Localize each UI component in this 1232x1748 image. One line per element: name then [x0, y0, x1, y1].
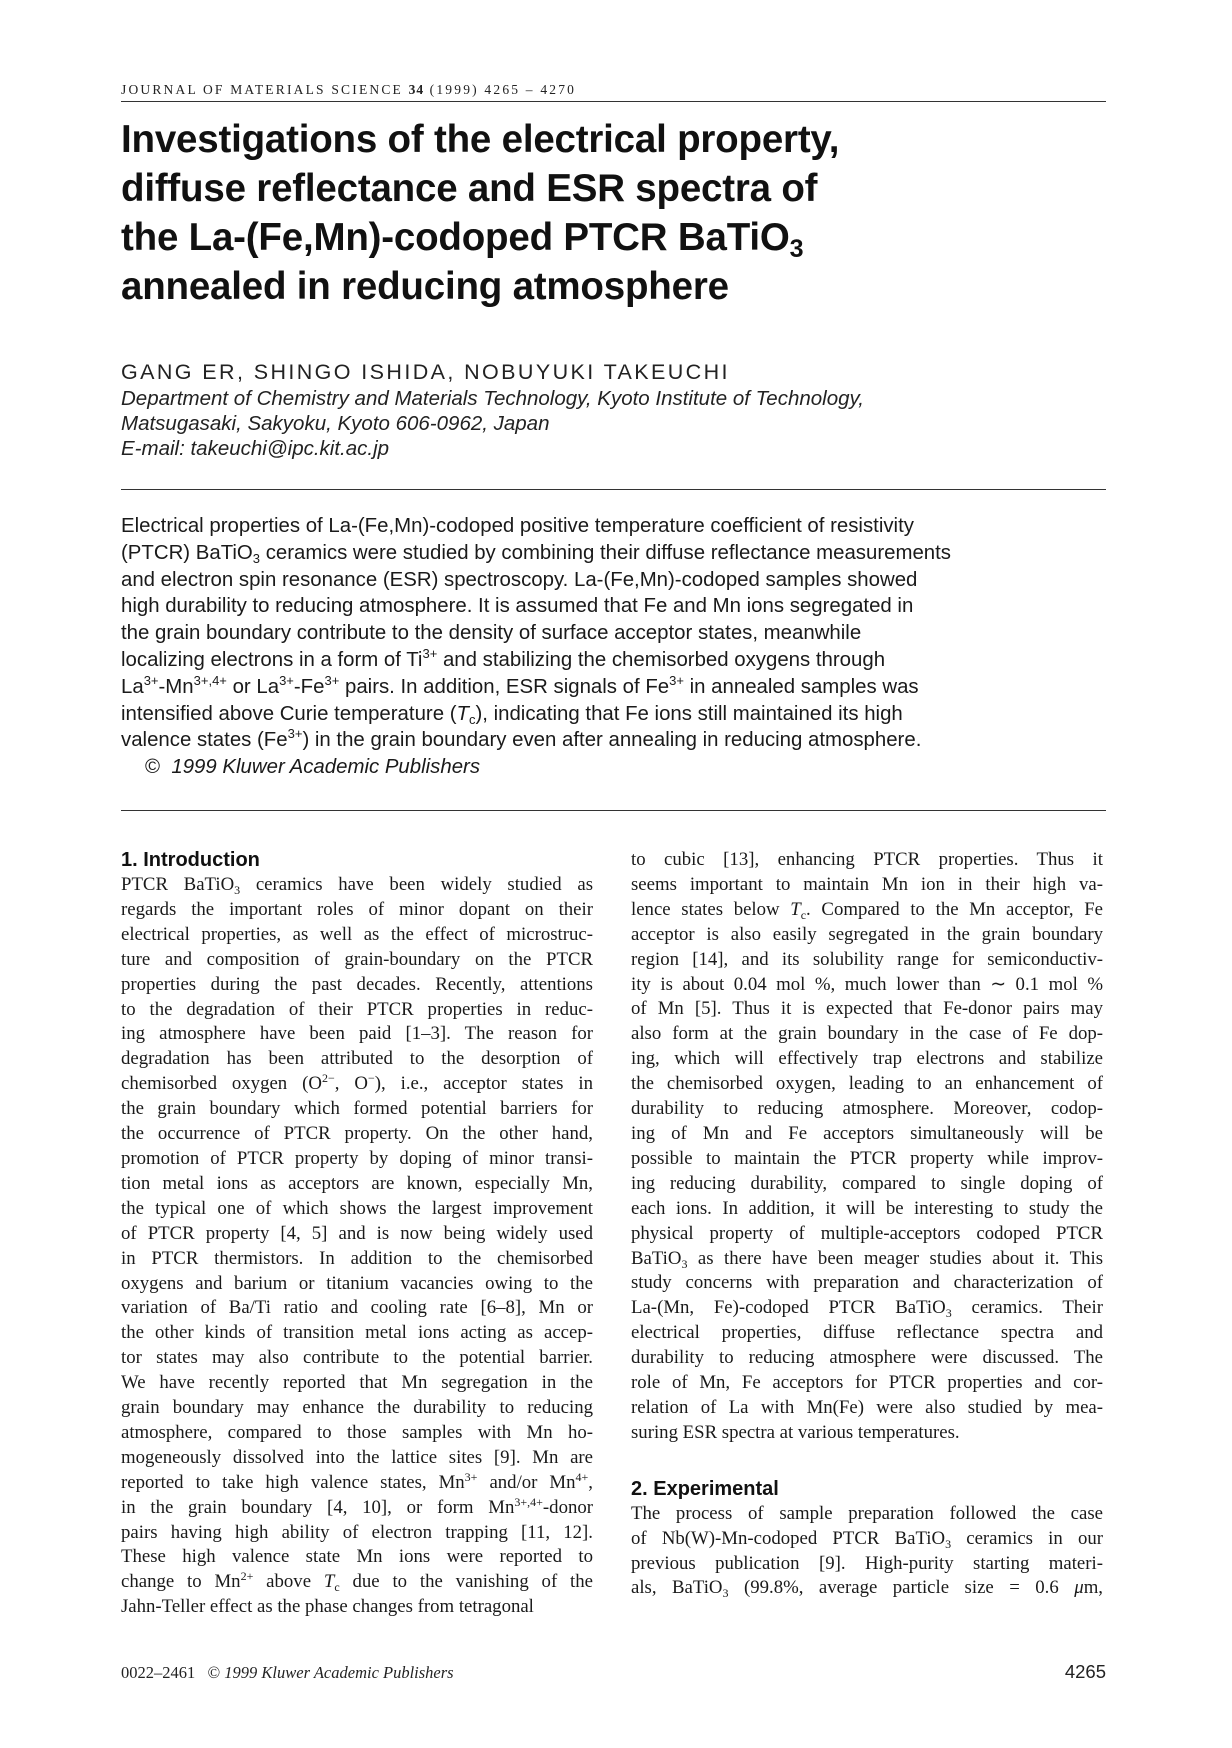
body-line: previous publication [9]. High-purity starting materi- [631, 1552, 1103, 1574]
right-column [631, 848, 1103, 1601]
body-line: ity is about 0.04 mol %, much lower than ∼ 0.1 mol % [631, 973, 1103, 995]
body-line: We have recently reported that Mn segregation in the [121, 1372, 593, 1394]
body-line: acceptor is also easily segregated in the grain boundary [631, 923, 1103, 945]
abstract-copyright: © 1999 Kluwer Academic Publishers [145, 756, 481, 779]
footer-publisher: 1999 Kluwer Academic Publishers [224, 1663, 454, 1682]
body-line: tion metal ions as acceptors are known, especially Mn, [121, 1172, 593, 1194]
abstract-line: intensified above Curie temperature $(T_c)$, indicating that Fe ions still maintained its high [121, 702, 903, 727]
body-line: of PTCR property [4, 5] and is now being widely used [121, 1222, 593, 1244]
body-line: to cubic [13], enhancing PTCR properties. Thus it [631, 849, 1103, 870]
body-line: mogeneously dissolved into the lattice sites [9]. Mn are [121, 1446, 593, 1468]
body-line: ing reducing durability, compared to single doping of [631, 1172, 1103, 1194]
body-line: variation of Ba/Ti ratio and cooling rate [6–8], Mn or [121, 1297, 593, 1319]
left-column [121, 848, 593, 1620]
body-line: ing, which will effectively trap electrons and stabilize [631, 1048, 1103, 1070]
section-heading-introduction: 1. Introduction [121, 849, 260, 871]
body-line: chemisorbed oxygen ($O^{2-}$, O−), i.e., acceptor states in [121, 1071, 593, 1095]
body-line: also form at the grain boundary in the case of Fe dop- [631, 1023, 1103, 1045]
title-line: annealed in reducing atmosphere [121, 265, 729, 308]
body-line: of Nb(W)-Mn-codoped PTCR BaTiO$_3$ ceramics in our [631, 1527, 1104, 1551]
affiliation-email[interactable]: E-mail: takeuchi@ipc.kit.ac.jp [121, 437, 390, 460]
body-line: regards the important roles of minor dopant on their [121, 898, 593, 920]
body-line: the occurrence of PTCR property. On the other hand, [121, 1123, 593, 1145]
copyright-icon: © [145, 756, 161, 779]
body-line: the grain boundary which formed potential barriers for [121, 1098, 593, 1120]
affiliation [121, 386, 864, 461]
body-line: the typical one of which shows the largest improvement [121, 1197, 593, 1219]
body-line: in the grain boundary [4, 10], or form $Mn^{3+,4+}$-donor [121, 1494, 593, 1518]
body-line: atmosphere, compared to those samples with Mn ho- [121, 1421, 593, 1443]
body-line: possible to maintain the PTCR property while improv- [631, 1147, 1103, 1169]
affiliation-department: Department of Chemistry and Materials Technology, Kyoto Institute of Technology, [121, 387, 864, 410]
body-line: promotion of PTCR property by doping of minor transi- [121, 1147, 593, 1169]
section-spacer [631, 1446, 1103, 1477]
body-line: suring ESR spectra at various temperatures. [631, 1421, 960, 1443]
body-line: These high valence state Mn ions were reported to [121, 1546, 593, 1568]
body-line: oxygens and barium or titanium vacancies owing to the [121, 1272, 593, 1294]
affiliation-address: Matsugasaki, Sakyoku, Kyoto 606-0962, Japan [121, 412, 550, 435]
body-line: BaTiO$_3$ as there have been meager studies about it. This [631, 1247, 1103, 1271]
body-line: durability to reducing atmosphere. Moreover, codop- [631, 1098, 1103, 1120]
abstract-line: $La^{3+}-Mn^{3+,4+}$ or $La^{3+}-Fe^{3+}$ pairs. In addition, ESR signals of $Fe^{3+}$ in annealed samples was [121, 672, 919, 698]
abstract-line: high durability to reducing atmosphere. It is assumed that Fe and Mn ions segregated in [121, 595, 914, 618]
article-title [121, 115, 1106, 311]
footer-left [121, 1663, 454, 1683]
body-line: PTCR BaTiO$_3$ ceramics have been widely studied as [121, 874, 594, 897]
body-line: the other kinds of transition metal ions acting as accep- [121, 1322, 593, 1344]
body-line: lence states below $T_c$. Compared to the Mn acceptor, Fe [631, 898, 1103, 922]
title-line: diffuse reflectance and ESR spectra of [121, 167, 818, 210]
body-line: change to $Mn^{2+}$ above $T_c$ due to the vanishing of the [121, 1569, 593, 1595]
abstract-line: Electrical properties of La-(Fe,Mn)-codoped positive temperature coefficient of resistivity [121, 515, 914, 537]
journal-name: JOURNAL OF MATERIALS SCIENCE [121, 82, 403, 97]
journal-volume: 34 [408, 82, 425, 97]
body-line: physical property of multiple-acceptors codoped PTCR [631, 1222, 1103, 1244]
body-line: tor states may also contribute to the potential barrier. [121, 1347, 593, 1369]
title-line-text: the La-(Fe,Mn)-codoped PTCR BaTiO [121, 216, 790, 259]
abstract-line: localizing electrons in a form of $Ti^{3+}$ and stabilizing the chemisorbed oxygens through [121, 645, 886, 671]
body-line: electrical properties, diffuse reflectance spectra and [631, 1322, 1103, 1344]
copyright-icon: © [207, 1663, 221, 1682]
running-head [121, 82, 1106, 98]
body-line: the chemisorbed oxygen, leading to an enhancement of [631, 1073, 1103, 1095]
body-line: study concerns with preparation and characterization of [631, 1272, 1103, 1294]
body-line: ing atmosphere have been paid [1–3]. The reason for [121, 1023, 593, 1045]
body-line: each ions. In addition, it will be interesting to study the [631, 1197, 1103, 1219]
body-line: als, BaTiO$_3$ (99.8%, average particle size = 0.6 μm, [631, 1577, 1103, 1601]
body-line: of Mn [5]. Thus it is expected that Fe-donor pairs may [631, 998, 1103, 1020]
abstract [121, 513, 1111, 781]
body-line: grain boundary may enhance the durability to reducing [121, 1397, 593, 1419]
abstract-top-rule [121, 489, 1106, 490]
section-heading-experimental: 2. Experimental [631, 1477, 779, 1500]
body-line: to the degradation of their PTCR properties in reduc- [121, 998, 593, 1020]
body-line: region [14], and its solubility range for semiconductiv- [631, 948, 1103, 970]
abstract-line: (PTCR) BaTiO$_3$ ceramics were studied by combining their diffuse reflectance measurements [121, 541, 951, 566]
title-line: Investigations of the electrical property, [121, 118, 840, 161]
body-line: degradation has been attributed to the desorption of [121, 1048, 593, 1070]
body-line: durability to reducing atmosphere were discussed. The [631, 1347, 1103, 1369]
body-line: seems important to maintain Mn ion in their high va- [631, 873, 1103, 895]
body-line: electrical properties, as well as the effect of microstruc- [121, 923, 593, 945]
issn: 0022–2461 [121, 1663, 196, 1682]
body-line: role of Mn, Fe acceptors for PTCR properties and cor- [631, 1372, 1103, 1394]
body-line: reported to take high valence states, $Mn^{3+}$ and/or $Mn^{4+}$, [121, 1469, 593, 1493]
authors: GANG ER, SHINGO ISHIDA, NOBUYUKI TAKEUCHI [121, 360, 730, 384]
abstract-bottom-rule [121, 810, 1106, 811]
journal-year-pages: (1999) 4265 – 4270 [429, 82, 577, 97]
abstract-line: the grain boundary contribute to the density of surface acceptor states, meanwhile [121, 622, 862, 645]
body-line: in PTCR thermistors. In addition to the chemisorbed [121, 1247, 593, 1269]
body-line: La-(Mn, Fe)-codoped PTCR BaTiO$_3$ ceramics. Their [631, 1297, 1103, 1321]
body-line: The process of sample preparation followed the case [631, 1502, 1103, 1524]
title-subscript: 3 [789, 235, 804, 263]
page-number: 4265 [1064, 1661, 1106, 1682]
body-line: Jahn-Teller effect as the phase changes from tetragonal [121, 1596, 534, 1618]
abstract-line: valence states $(Fe^{3+})$ in the grain boundary even after annealing in reducing atmosphere. [121, 726, 922, 752]
body-line: ture and composition of grain-boundary on the PTCR [121, 948, 593, 970]
body-line: ing of Mn and Fe acceptors simultaneously will be [631, 1122, 1103, 1144]
header-rule [121, 101, 1106, 102]
title-line [121, 213, 1106, 262]
body-line: relation of La with Mn(Fe) were also studied by mea- [631, 1396, 1103, 1418]
body-line: properties during the past decades. Recently, attentions [121, 973, 593, 995]
abstract-line: and electron spin resonance (ESR) spectroscopy. La-(Fe,Mn)-codoped samples showed [121, 568, 918, 591]
body-line: pairs having high ability of electron trapping [11, 12]. [121, 1521, 593, 1543]
